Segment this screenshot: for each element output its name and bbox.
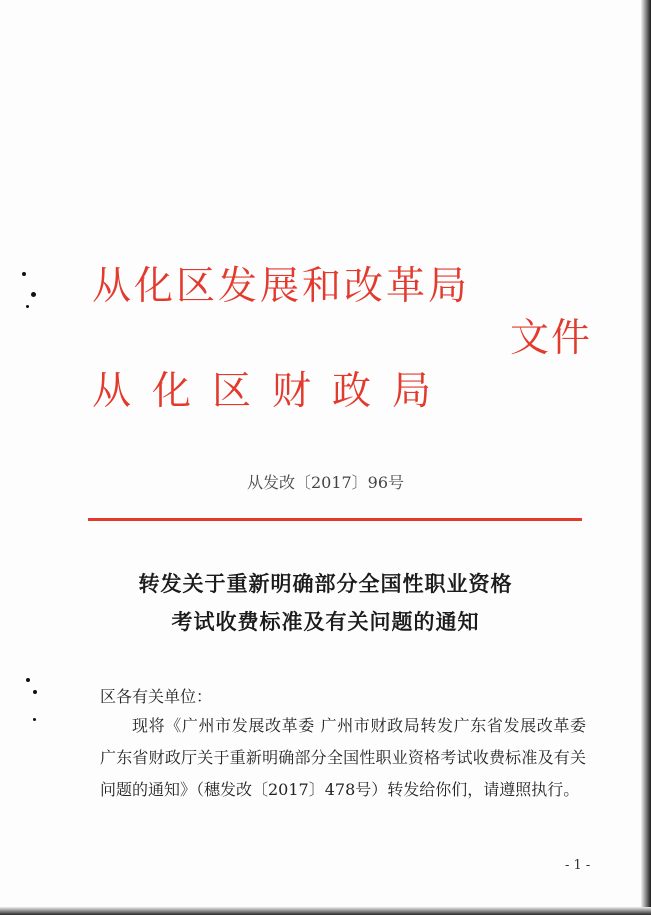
document-title-line-2: 考试收费标准及有关问题的通知 — [171, 610, 480, 634]
document-label: 文件 — [510, 316, 593, 361]
document-title-line-1: 转发关于重新明确部分全国性职业资格 — [138, 572, 513, 596]
page-number: - 1 - — [565, 858, 591, 873]
scan-speck — [33, 718, 36, 721]
issuer-name-finance: 从化区财政局 — [92, 369, 453, 414]
document-number: 从发改〔2017〕96号 — [246, 473, 405, 492]
scan-speck — [26, 678, 30, 682]
issuer-name-development-reform: 从化区发展和改革局 — [92, 264, 471, 309]
scan-speck — [31, 292, 36, 297]
scan-speck — [33, 690, 37, 694]
scan-edge-right — [641, 0, 651, 915]
body-text — [100, 710, 586, 806]
scan-speck — [22, 272, 26, 276]
scan-speck — [26, 305, 29, 308]
red-divider — [88, 518, 582, 521]
body-paragraph: 现将《广州市发展改革委 广州市财政局转发广东省发展改革委 广东省财政厅关于重新明确部分全国性职业资格考试收费标准及有关问题的通知》（穗发改〔2017〕478号）转发给你们，请遵照执行。 — [100, 716, 586, 799]
salutation: 区各有关单位： — [100, 687, 213, 706]
scan-edge-bottom — [0, 907, 651, 915]
